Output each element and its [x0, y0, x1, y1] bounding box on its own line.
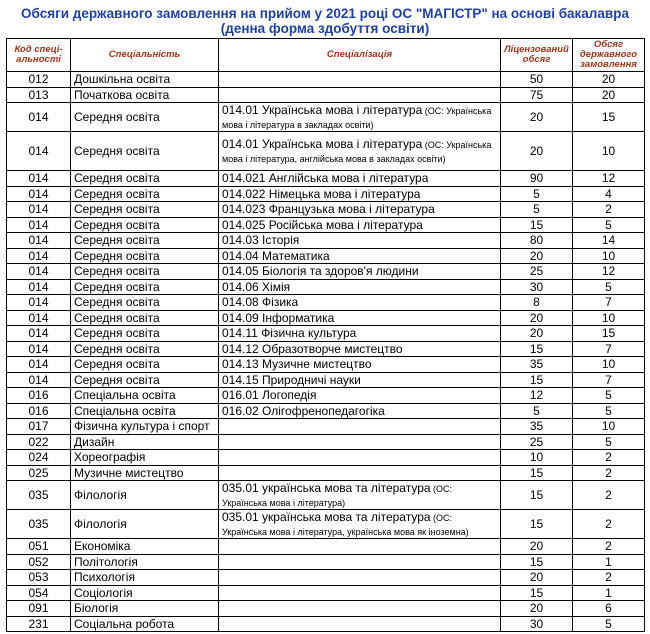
specialization-cell	[219, 341, 501, 357]
specialization-cell	[219, 372, 501, 388]
specialization-cell	[219, 202, 501, 218]
licensed-cell: 20	[501, 248, 573, 264]
specialty-cell: Середня освіта	[71, 341, 219, 357]
code-cell: 014	[7, 264, 71, 280]
state-order-cell: 5	[573, 217, 645, 233]
table-row	[7, 554, 645, 570]
code-cell: 014	[7, 132, 71, 171]
code-cell: 014	[7, 310, 71, 326]
table-row	[7, 233, 645, 249]
code-cell: 091	[7, 601, 71, 617]
specialization-cell	[219, 419, 501, 435]
specialty-cell: Середня освіта	[71, 295, 219, 311]
specialization-name: 014.03 Історія	[222, 233, 300, 248]
state-order-cell: 10	[573, 357, 645, 373]
code-cell: 014	[7, 326, 71, 342]
specialization-note: (ОС: Українська мова і література, англійська мова в закладах освіти)	[222, 140, 492, 164]
code-cell: 022	[7, 434, 71, 450]
state-order-cell: 7	[573, 295, 645, 311]
specialization-cell	[219, 357, 501, 373]
state-order-cell: 20	[573, 72, 645, 88]
specialty-cell: Економіка	[71, 539, 219, 555]
code-cell: 035	[7, 481, 71, 510]
specialty-cell: Дизайн	[71, 434, 219, 450]
table-body	[7, 72, 645, 632]
table-row	[7, 264, 645, 280]
state-order-cell: 10	[573, 248, 645, 264]
specialty-cell: Середня освіта	[71, 103, 219, 132]
code-cell: 013	[7, 87, 71, 103]
state-order-cell: 20	[573, 87, 645, 103]
code-cell: 051	[7, 539, 71, 555]
table-row	[7, 217, 645, 233]
code-cell: 054	[7, 585, 71, 601]
specialization-name: 014.13 Музичне мистецтво	[222, 357, 372, 372]
state-order-cell: 1	[573, 585, 645, 601]
specialization-cell	[219, 310, 501, 326]
table-row	[7, 372, 645, 388]
specialty-cell: Психологія	[71, 570, 219, 586]
licensed-cell: 8	[501, 295, 573, 311]
table-row	[7, 539, 645, 555]
code-cell: 014	[7, 171, 71, 187]
specialty-cell: Середня освіта	[71, 186, 219, 202]
specialty-cell: Філологія	[71, 510, 219, 539]
specialization-name: 014.021 Англійська мова і література	[222, 171, 429, 186]
licensed-cell: 20	[501, 310, 573, 326]
table-row	[7, 279, 645, 295]
specialty-cell: Дошкільна освіта	[71, 72, 219, 88]
specialty-cell: Хореографія	[71, 450, 219, 466]
table-row	[7, 202, 645, 218]
specialty-cell: Фізична культура і спорт	[71, 419, 219, 435]
specialization-cell	[219, 233, 501, 249]
header-code: Код спеці-альності	[7, 39, 71, 72]
specialization-name: 014.08 Фізика	[222, 295, 299, 310]
code-cell: 016	[7, 403, 71, 419]
specialty-cell: Музичне мистецтво	[71, 465, 219, 481]
licensed-cell: 5	[501, 186, 573, 202]
code-cell: 014	[7, 233, 71, 249]
state-order-cell: 4	[573, 186, 645, 202]
licensed-cell: 15	[501, 465, 573, 481]
licensed-cell: 20	[501, 326, 573, 342]
specialization-note: (ОС: Українська мова і література в закладах освіти)	[222, 106, 492, 130]
licensed-cell: 5	[501, 202, 573, 218]
state-order-cell: 2	[573, 481, 645, 510]
specialty-cell: Початкова освіта	[71, 87, 219, 103]
licensed-cell: 5	[501, 403, 573, 419]
code-cell: 024	[7, 450, 71, 466]
code-cell: 014	[7, 217, 71, 233]
specialization-name: 014.06 Хімія	[222, 279, 291, 294]
specialty-cell: Середня освіта	[71, 264, 219, 280]
licensed-cell: 15	[501, 341, 573, 357]
table-row	[7, 585, 645, 601]
specialization-cell	[219, 248, 501, 264]
specialty-cell: Філологія	[71, 481, 219, 510]
licensed-cell: 20	[501, 539, 573, 555]
specialization-cell	[219, 132, 501, 171]
licensed-cell: 50	[501, 72, 573, 88]
code-cell: 014	[7, 372, 71, 388]
table-row	[7, 186, 645, 202]
specialization-cell	[219, 554, 501, 570]
table-row	[7, 434, 645, 450]
table-row	[7, 616, 645, 632]
state-order-cell: 7	[573, 372, 645, 388]
specialization-name: 035.01 українська мова та література	[222, 510, 431, 524]
code-cell: 014	[7, 279, 71, 295]
specialization-cell	[219, 481, 501, 510]
table-row	[7, 388, 645, 404]
specialization-cell	[219, 326, 501, 342]
page-title	[0, 6, 650, 36]
state-order-cell: 12	[573, 171, 645, 187]
code-cell: 014	[7, 103, 71, 132]
state-order-cell: 5	[573, 434, 645, 450]
state-order-cell: 2	[573, 465, 645, 481]
specialty-cell: Середня освіта	[71, 202, 219, 218]
licensed-cell: 10	[501, 450, 573, 466]
specialization-cell	[219, 403, 501, 419]
licensed-cell: 35	[501, 357, 573, 373]
licensed-cell: 30	[501, 616, 573, 632]
table-row	[7, 248, 645, 264]
licensed-cell: 25	[501, 434, 573, 450]
licensed-cell: 75	[501, 87, 573, 103]
specialty-cell: Біологія	[71, 601, 219, 617]
code-cell: 014	[7, 357, 71, 373]
specialization-cell	[219, 279, 501, 295]
specialization-cell	[219, 601, 501, 617]
code-cell: 014	[7, 202, 71, 218]
specialization-cell	[219, 388, 501, 404]
code-cell: 014	[7, 186, 71, 202]
title-line-1: Обсяги державного замовлення на прийом у 2021 році ОС "МАГІСТР" на основі бакалавра	[21, 6, 629, 21]
state-order-cell: 10	[573, 419, 645, 435]
code-cell: 014	[7, 248, 71, 264]
table-row	[7, 510, 645, 539]
code-cell: 052	[7, 554, 71, 570]
licensed-cell: 30	[501, 279, 573, 295]
licensed-cell: 15	[501, 372, 573, 388]
specialty-cell: Середня освіта	[71, 233, 219, 249]
table-row	[7, 419, 645, 435]
code-cell: 017	[7, 419, 71, 435]
licensed-cell: 15	[501, 481, 573, 510]
table-row	[7, 341, 645, 357]
state-order-cell: 10	[573, 132, 645, 171]
specialization-cell	[219, 465, 501, 481]
specialization-cell	[219, 510, 501, 539]
table-header-row	[7, 39, 645, 72]
specialization-name: 016.02 Олігофренопедагогіка	[222, 403, 385, 418]
code-cell: 231	[7, 616, 71, 632]
licensed-cell: 25	[501, 264, 573, 280]
specialty-cell: Середня освіта	[71, 357, 219, 373]
table-row	[7, 357, 645, 373]
table-row	[7, 481, 645, 510]
specialization-cell	[219, 585, 501, 601]
specialty-cell: Середня освіта	[71, 326, 219, 342]
table-row	[7, 570, 645, 586]
specialty-cell: Середня освіта	[71, 279, 219, 295]
specialty-cell: Середня освіта	[71, 171, 219, 187]
state-order-cell: 6	[573, 601, 645, 617]
state-order-cell: 12	[573, 264, 645, 280]
specialization-name: 014.15 Природничі науки	[222, 372, 361, 387]
specialization-cell	[219, 103, 501, 132]
licensed-cell: 15	[501, 554, 573, 570]
specialization-name: 014.022 Німецька мова і література	[222, 186, 421, 201]
specialization-name: 016.01 Логопедія	[222, 388, 317, 403]
table-row	[7, 295, 645, 311]
specialization-name: 014.04 Математика	[222, 248, 330, 263]
specialization-cell	[219, 434, 501, 450]
table-row	[7, 87, 645, 103]
title-line-2: (денна форма здобуття освіти)	[220, 21, 430, 36]
specialization-name: 014.05 Біологія та здоров'я людини	[222, 264, 419, 279]
code-cell: 014	[7, 295, 71, 311]
specialty-cell: Середня освіта	[71, 132, 219, 171]
licensed-cell: 12	[501, 388, 573, 404]
state-order-cell: 2	[573, 539, 645, 555]
specialization-name: 014.01 Українська мова і література	[222, 103, 423, 117]
specialization-cell	[219, 616, 501, 632]
specialization-name: 014.09 Інформатика	[222, 310, 335, 325]
specialty-cell: Середня освіта	[71, 248, 219, 264]
licensed-cell: 90	[501, 171, 573, 187]
specialization-cell	[219, 171, 501, 187]
specialty-cell: Середня освіта	[71, 217, 219, 233]
state-order-cell: 5	[573, 403, 645, 419]
licensed-cell: 35	[501, 419, 573, 435]
specialization-name: 014.025 Російська мова і література	[222, 217, 423, 232]
code-cell: 014	[7, 341, 71, 357]
table-row	[7, 171, 645, 187]
specialization-name: 014.11 Фізична культура	[222, 326, 357, 341]
specialization-name: 014.12 Образотворче мистецтво	[222, 341, 403, 356]
state-order-cell: 10	[573, 310, 645, 326]
specialization-name: 035.01 українська мова та література	[222, 481, 431, 495]
specialization-cell	[219, 539, 501, 555]
state-order-cell: 2	[573, 510, 645, 539]
specialization-cell	[219, 87, 501, 103]
specialty-cell: Середня освіта	[71, 310, 219, 326]
state-order-cell: 15	[573, 326, 645, 342]
specialization-name: 014.01 Українська мова і література	[222, 137, 423, 151]
table-row	[7, 103, 645, 132]
state-order-cell: 5	[573, 616, 645, 632]
code-cell: 035	[7, 510, 71, 539]
header-specialty: Спеціальність	[71, 39, 219, 72]
table-row	[7, 326, 645, 342]
table-row	[7, 403, 645, 419]
licensed-cell: 80	[501, 233, 573, 249]
specialty-cell: Соціальна робота	[71, 616, 219, 632]
state-order-cell: 15	[573, 103, 645, 132]
code-cell: 012	[7, 72, 71, 88]
specialization-name: 014.023 Французька мова і література	[222, 202, 435, 217]
header-specialization: Спеціалізація	[219, 39, 501, 72]
header-state-order: Обсяг державного замовлення	[573, 39, 645, 72]
code-cell: 053	[7, 570, 71, 586]
licensed-cell: 20	[501, 601, 573, 617]
licensed-cell: 20	[501, 570, 573, 586]
specialty-cell: Середня освіта	[71, 372, 219, 388]
state-order-cell: 2	[573, 450, 645, 466]
state-order-cell: 7	[573, 341, 645, 357]
licensed-cell: 15	[501, 510, 573, 539]
specialty-cell: Політологія	[71, 554, 219, 570]
specialization-note: (ОС: Українська мова і література)	[222, 484, 453, 508]
table-row	[7, 450, 645, 466]
table-row	[7, 72, 645, 88]
specialization-cell	[219, 264, 501, 280]
specialization-cell	[219, 570, 501, 586]
specialty-cell: Спеціальна освіта	[71, 388, 219, 404]
state-order-cell: 5	[573, 279, 645, 295]
code-cell: 025	[7, 465, 71, 481]
specialty-cell: Спеціальна освіта	[71, 403, 219, 419]
specialization-cell	[219, 295, 501, 311]
specialization-note: (ОС: Українська мова і література, українська мова як іноземна)	[222, 513, 469, 537]
state-order-cell: 14	[573, 233, 645, 249]
specialization-cell	[219, 450, 501, 466]
state-order-cell: 5	[573, 388, 645, 404]
table-row	[7, 601, 645, 617]
code-cell: 016	[7, 388, 71, 404]
specialization-cell	[219, 72, 501, 88]
admission-table	[6, 38, 645, 632]
table-row	[7, 465, 645, 481]
state-order-cell: 2	[573, 570, 645, 586]
table-row	[7, 132, 645, 171]
specialization-cell	[219, 217, 501, 233]
licensed-cell: 15	[501, 217, 573, 233]
state-order-cell: 1	[573, 554, 645, 570]
table-row	[7, 310, 645, 326]
licensed-cell: 15	[501, 585, 573, 601]
state-order-cell: 2	[573, 202, 645, 218]
header-licensed: Ліцензований обсяг	[501, 39, 573, 72]
licensed-cell: 20	[501, 103, 573, 132]
specialization-cell	[219, 186, 501, 202]
licensed-cell: 20	[501, 132, 573, 171]
specialty-cell: Соціологія	[71, 585, 219, 601]
